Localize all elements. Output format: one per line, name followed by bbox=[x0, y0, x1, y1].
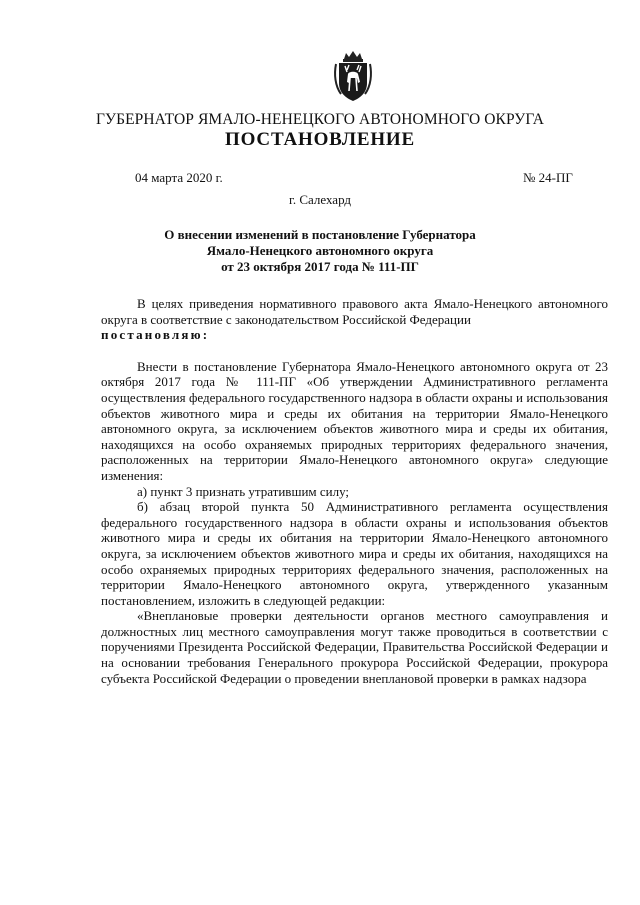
document-city: г. Салехард bbox=[288, 192, 352, 207]
document-date: 04 марта 2020 г. bbox=[135, 170, 223, 185]
item-b-paragraph: б) абзац второй пункта 50 Административного регламента осуществления федерального государственного надзора в области охраны и использования объектов животного мира и среды их обитания на территории Ямало-Ненецкого автономного округа, за исключением объектов животного мира и среды их обитания, находящихся на особо охраняемых природных территориях федерального значения, расположенных на территории Ямало-Ненецкого автономного округа, утвержденного указанным постановлением, изложить в следующей редакции: bbox=[101, 499, 608, 608]
preamble-paragraph bbox=[101, 296, 608, 327]
quote-paragraph: «Внеплановые проверки деятельности органов местного самоуправления и должностных лиц местного самоуправления могут также проводиться в соответствии с поручениями Президента Российской Федерации, Правительства Российской Федерации и на основании требования Генерального прокурора Российской Федерации, прокурора субъекта Российской Федерации о проведении внеплановой проверки в рамках надзора bbox=[101, 608, 608, 686]
item-a-paragraph: а) пункт 3 признать утратившим силу; bbox=[137, 483, 350, 499]
preamble-text: В целях приведения нормативного правового акта Ямало-Ненецкого автономного округа в соответствие с законодательством Российской Федерации bbox=[101, 296, 608, 327]
title-line: Ямало-Ненецкого автономного округа bbox=[206, 243, 434, 258]
document-body bbox=[101, 296, 608, 686]
document-type: ПОСТАНОВЛЕНИЕ bbox=[225, 129, 415, 150]
title-line: от 23 октября 2017 года № 111-ПГ bbox=[221, 259, 419, 274]
title-line: О внесении изменений в постановление Губернатора bbox=[164, 227, 476, 242]
decree-line bbox=[101, 327, 608, 343]
decree-word: постановляю: bbox=[101, 327, 210, 343]
main-paragraph: Внести в постановление Губернатора Ямало-Ненецкого автономного округа от 23 октября 2017 года № 111-ПГ «Об утверждении Административного регламента осуществления федерального государственного надзора в области охраны и использования объектов животного мира и среды их обитания на территории Ямало-Ненецкого автономного округа, за исключением объектов животного мира и среды их обитания, находящихся на особо охраняемых природных территориях федерального значения, расположенных на территории Ямало-Ненецкого автономного округа» следующие изменения: bbox=[101, 358, 608, 483]
document-number: № 24-ПГ bbox=[523, 170, 573, 185]
document-title bbox=[120, 227, 520, 275]
issuing-authority: ГУБЕРНАТОР ЯМАЛО-НЕНЕЦКОГО АВТОНОМНОГО ОКРУГА bbox=[95, 111, 545, 128]
coat-of-arms-icon bbox=[333, 50, 373, 102]
